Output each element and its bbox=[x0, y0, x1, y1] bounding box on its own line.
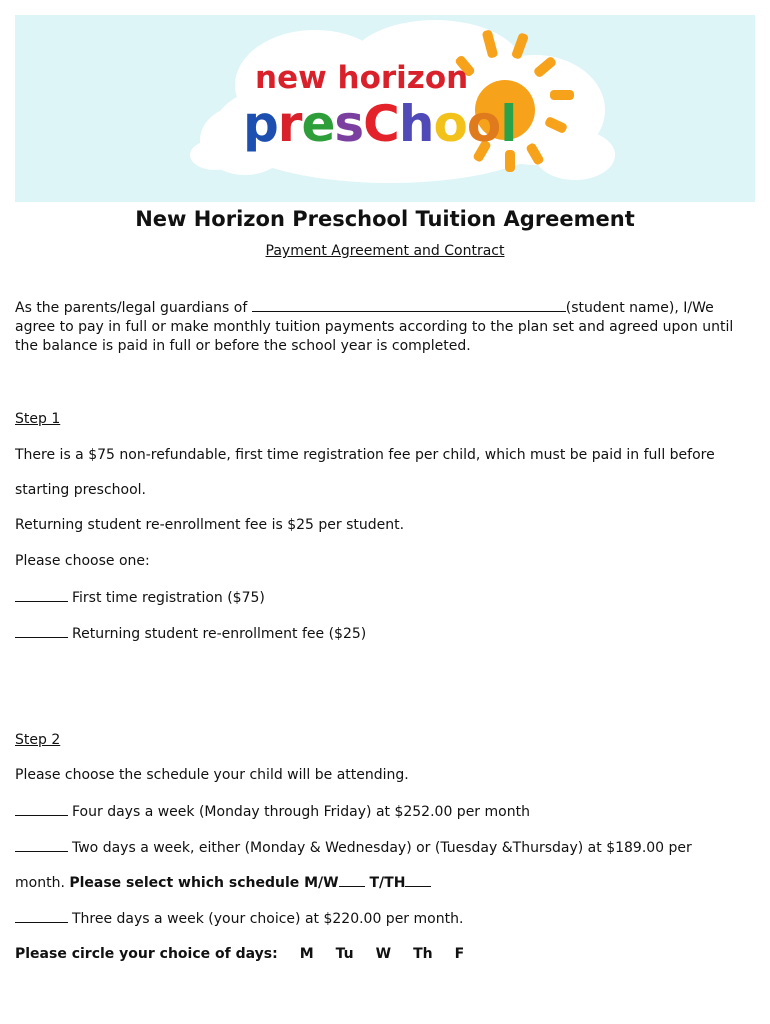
day-choices bbox=[278, 946, 464, 962]
step2-option1 bbox=[15, 803, 530, 820]
day-option-th[interactable]: Th bbox=[413, 946, 433, 962]
logo-banner bbox=[15, 15, 755, 202]
logo-letter: o bbox=[433, 95, 467, 153]
logo-letter: e bbox=[301, 95, 335, 153]
option-label: Returning student re-enrollment fee ($25) bbox=[72, 626, 367, 642]
mw-blank[interactable] bbox=[339, 874, 365, 887]
step1-line1: There is a $75 non-refundable, first time registration fee per child, which must be paid in full before bbox=[15, 447, 715, 463]
step1-line2: starting preschool. bbox=[15, 482, 146, 498]
option-label: month. bbox=[15, 875, 70, 891]
intro-text-end: (student name), I/We agree to pay in full or make monthly tuition payments according to the plan set and agreed upon until the balance is paid in full or before the school year is completed. bbox=[15, 300, 734, 354]
schedule-select-label: Please select which schedule M/W bbox=[69, 875, 339, 891]
logo-letter: s bbox=[334, 95, 364, 153]
logo-letter: l bbox=[500, 95, 517, 153]
logo-letter: o bbox=[466, 95, 501, 153]
day-option-w[interactable]: W bbox=[375, 946, 392, 962]
step1-line4: Please choose one: bbox=[15, 553, 150, 569]
step2-option3 bbox=[15, 910, 463, 927]
logo-letter: C bbox=[363, 95, 399, 153]
step1-line3: Returning student re-enrollment fee is $25 per student. bbox=[15, 517, 405, 533]
day-option-m[interactable]: M bbox=[299, 946, 314, 962]
tth-label: T/TH bbox=[364, 875, 406, 891]
step2-option2-continued bbox=[15, 874, 431, 891]
option-label: Four days a week (Monday through Friday) at $252.00 per month bbox=[72, 804, 530, 820]
step1-heading: Step 1 bbox=[15, 411, 61, 427]
option-label: Two days a week, either (Monday & Wednesday) or (Tuesday &Thursday) at $189.00 per bbox=[72, 840, 692, 856]
option-label: First time registration ($75) bbox=[72, 590, 265, 606]
option-blank[interactable] bbox=[15, 803, 68, 816]
day-option-f[interactable]: F bbox=[454, 946, 465, 962]
tth-blank[interactable] bbox=[405, 874, 431, 887]
step2-option2 bbox=[15, 839, 692, 856]
circle-days-row bbox=[15, 946, 464, 962]
logo-letter: h bbox=[398, 95, 434, 153]
logo-letter: r bbox=[277, 95, 302, 153]
option-blank[interactable] bbox=[15, 910, 68, 923]
logo-text-new-horizon: new horizon bbox=[255, 60, 469, 96]
step1-option1 bbox=[15, 589, 265, 606]
logo-letter: p bbox=[243, 95, 278, 153]
intro-text-start: As the parents/legal guardians of bbox=[15, 300, 252, 316]
step2-line1: Please choose the schedule your child will be attending. bbox=[15, 767, 409, 783]
intro-paragraph bbox=[15, 299, 745, 356]
circle-days-label: Please circle your choice of days: bbox=[15, 946, 278, 962]
option-blank[interactable] bbox=[15, 839, 68, 852]
step2-heading: Step 2 bbox=[15, 732, 61, 748]
day-option-tu[interactable]: Tu bbox=[335, 946, 354, 962]
option-blank[interactable] bbox=[15, 589, 68, 602]
logo-text-preschool bbox=[243, 95, 516, 153]
option-blank[interactable] bbox=[15, 625, 68, 638]
document-subtitle: Payment Agreement and Contract bbox=[265, 243, 505, 259]
step1-option2 bbox=[15, 625, 366, 642]
student-name-blank[interactable] bbox=[252, 299, 566, 312]
document-title: New Horizon Preschool Tuition Agreement bbox=[135, 207, 635, 231]
option-label: Three days a week (your choice) at $220.00 per month. bbox=[72, 911, 464, 927]
